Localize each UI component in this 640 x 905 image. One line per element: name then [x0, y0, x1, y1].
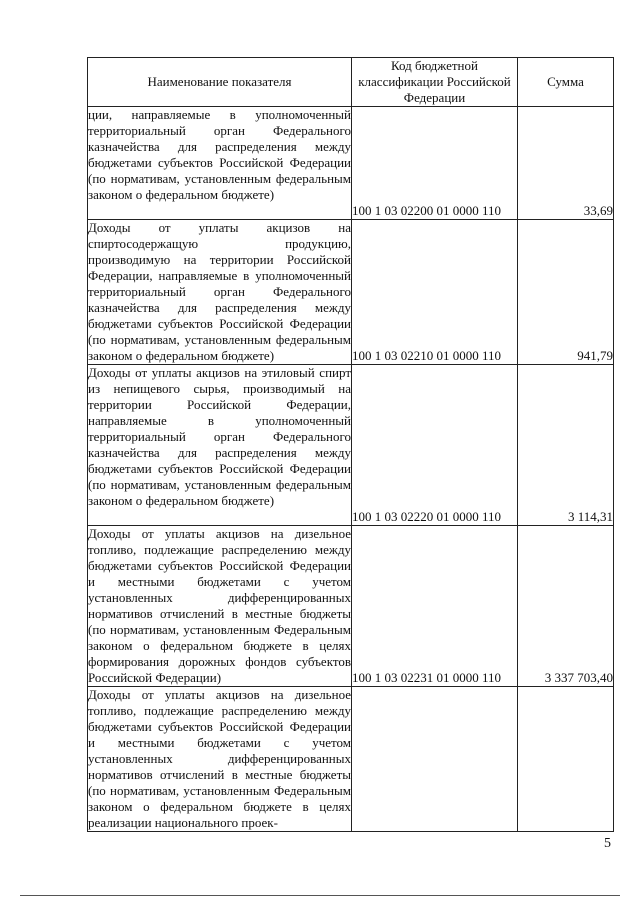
header-classification-code: Код бюджетной классификации Российской Федерации [352, 58, 518, 107]
row-indicator-name: Доходы от уплаты акцизов на дизельное топливо, подлежащие распределению между бюджетами субъектов Российской Федерации и местными бюджетами с учетом установленных дифференцированных нормативов отчислений в местные бюджеты (по нормативам, установленным Федеральным законом о федеральном бюджете в целях реализации национального проек- [88, 687, 351, 830]
header-sum: Сумма [518, 58, 614, 107]
budget-income-table [87, 57, 614, 832]
row-classification-code [352, 687, 518, 832]
row-sum: 3 337 703,40 [518, 526, 614, 687]
row-sum: 941,79 [518, 220, 614, 365]
row-sum [518, 687, 614, 832]
row-sum: 3 114,31 [518, 365, 614, 526]
row-indicator-name: Доходы от уплаты акцизов на спиртосодержащую продукцию, производимую на территории Российской Федерации, направляемые в уполномоченный территориальный орган Федерального казначейства для распределения между бюджетами субъектов Российской Федерации (по нормативам, установленным федеральным законом о федеральном бюджете) [88, 220, 351, 363]
row-classification-code: 100 1 03 02210 01 0000 110 [352, 220, 518, 365]
row-indicator-name: ции, направляемые в уполномоченный территориальный орган Федерального казначейства для распределения между бюджетами субъектов Российской Федерации (по нормативам, установленным федеральным законом о федеральном бюджете) [88, 107, 352, 220]
row-indicator-name: Доходы от уплаты акцизов на дизельное топливо, подлежащие распределению между бюджетами субъектов Российской Федерации и местными бюджетами с учетом установленных дифференцированных нормативов отчислений в местные бюджеты (по нормативам, установленным Федеральным законом о федеральном бюджете в целях формирования дорожных фондов субъектов Российской Федерации) [88, 526, 351, 685]
row-classification-code: 100 1 03 02220 01 0000 110 [352, 365, 518, 526]
row-classification-code: 100 1 03 02231 01 0000 110 [352, 526, 518, 687]
table-header-row [88, 58, 614, 107]
page-number: 5 [604, 836, 611, 851]
bottom-divider [20, 895, 620, 896]
row-classification-code: 100 1 03 02200 01 0000 110 [352, 107, 518, 220]
table-row [88, 107, 614, 220]
row-indicator-name: Доходы от уплаты акцизов на этиловый спирт из непищевого сырья, производимый на территории Российской Федерации, направляемые в уполномоченный территориальный орган Федерального казначейства для распределения между бюджетами субъектов Российской Федерации (по нормативам, установленным федеральным законом о федеральном бюджете) [88, 365, 352, 526]
header-indicator-name: Наименование показателя [88, 58, 352, 107]
table-row [88, 526, 614, 687]
table-row [88, 687, 614, 832]
table-row [88, 365, 614, 526]
table-row [88, 220, 614, 365]
row-sum: 33,69 [518, 107, 614, 220]
